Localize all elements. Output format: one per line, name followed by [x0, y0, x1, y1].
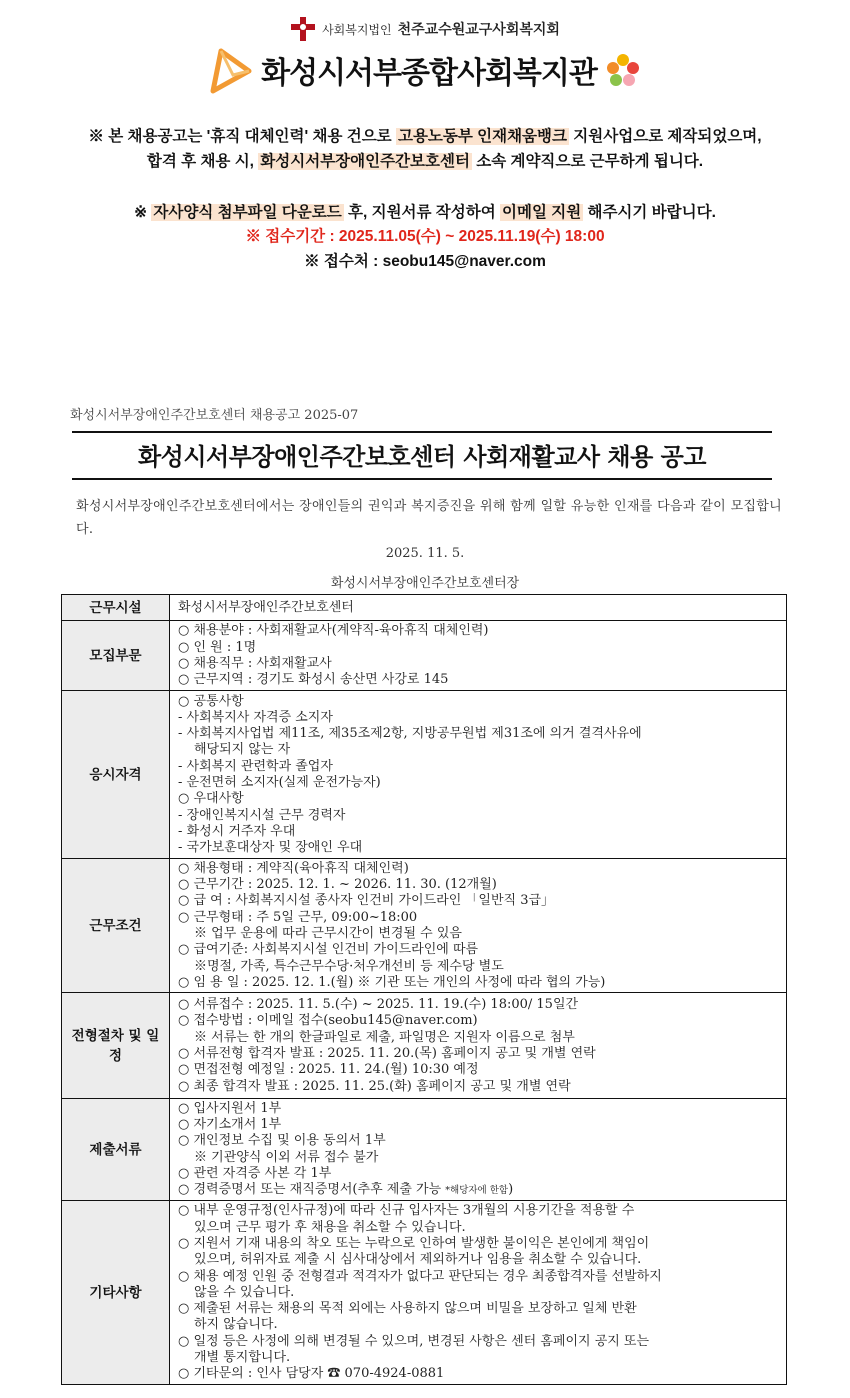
line-text: ○ 서류접수 : 2025. 11. 5.(수) ~ 2025. 11. 19.(수) 18:00/ 15일간: [178, 997, 579, 1013]
value-line: [178, 1252, 780, 1268]
line-text: 화성시서부장애인주간보호센터: [178, 599, 354, 615]
notice-line-3: [0, 200, 850, 222]
value-line: [178, 640, 780, 656]
line-text: - 사회복지사업법 제11조, 제35조제2항, 지방공무원법 제31조에 의거 결격사유에: [178, 726, 642, 742]
line-text: ○ 내부 운영규정(인사규정)에 따라 신규 입사자는 3개월의 시용기간을 적용할 수: [178, 1203, 635, 1219]
line-text: 않을 수 있습니다.: [194, 1284, 295, 1300]
value-line: [178, 656, 780, 672]
row-value: [170, 993, 787, 1099]
line-text: ○ 급 여 : 사회복지시설 종사자 인건비 가이드라인 「일반직 3급」: [178, 893, 555, 909]
value-line: [178, 824, 780, 840]
row-value: [170, 595, 787, 621]
value-line: [178, 893, 780, 909]
value-line: [178, 759, 780, 775]
line-text: ○ 서류전형 합격자 발표 : 2025. 11. 20.(목) 홈페이지 공고 및 개별 연락: [178, 1046, 596, 1061]
line-text: 있으며, 허위자료 제출 시 심사대상에서 제외하거나 임용을 취소할 수 있습니다.: [194, 1252, 642, 1268]
line-text: ○ 제출된 서류는 채용의 목적 외에는 사용하지 않으며 비밀을 보장하고 일체 반환: [178, 1301, 637, 1317]
value-line: [178, 1013, 780, 1029]
notice-line-2: [0, 149, 850, 171]
value-line: [178, 997, 780, 1013]
line-text: ○ 근무형태 : 주 5일 근무, 09:00~18:00: [178, 909, 418, 925]
value-line: [178, 1269, 780, 1285]
line-text: ○ 지원서 기재 내용의 착오 또는 누락으로 인하여 발생한 불이익은 본인에게 책임이: [178, 1235, 650, 1251]
value-line: [178, 623, 780, 639]
brand-name: 화성시서부종합사회복지관: [261, 56, 597, 91]
line-text: ○ 개인정보 수집 및 이용 동의서 1부: [178, 1133, 386, 1149]
line-text: ○ 공통사항: [178, 693, 244, 709]
doc-number: 화성시서부장애인주간보호센터 채용공고 2025-07: [70, 408, 359, 423]
line-text: 하지 않습니다.: [194, 1317, 278, 1333]
line-tail: ): [508, 1182, 514, 1198]
org-name: 천주교수원교구사회복지회: [397, 22, 560, 38]
value-line: [178, 808, 780, 824]
value-line: [178, 1317, 780, 1333]
value-line: [178, 726, 780, 742]
line-text: ○ 면접전형 예정일 : 2025. 11. 24.(월) 10:30 예정: [178, 1062, 479, 1078]
title-rule-bottom: [72, 478, 772, 480]
line-text: ○ 우대사항: [178, 791, 244, 807]
row-label: 근무조건: [62, 859, 170, 993]
value-line: [178, 742, 780, 758]
value-line: [178, 1150, 780, 1166]
value-line: [178, 1285, 780, 1301]
highlighted-text: 고용노동부 인재채움뱅크: [397, 128, 567, 145]
line-text: ○ 채용직무 : 사회재활교사: [178, 656, 332, 671]
value-line: [178, 1030, 780, 1046]
doc-title: 화성시서부장애인주간보호센터 사회재활교사 채용 공고: [138, 443, 706, 471]
brand-line: [0, 42, 850, 98]
value-line: [178, 926, 780, 942]
line-text: ○ 기타문의 : 인사 담당자 ☎ 070-4924-0881: [178, 1366, 445, 1382]
notice-line-1: [0, 124, 850, 146]
notice-text: 지원사업으로 제작되었으며,: [568, 128, 762, 145]
line-text: - 국가보훈대상자 및 장애인 우대: [178, 840, 363, 856]
value-line: [178, 1079, 780, 1095]
line-text: ○ 인 원 : 1명: [178, 639, 257, 655]
line-text: ※ 기관양식 이외 서류 접수 불가: [194, 1149, 379, 1165]
line-text: ○ 임 용 일 : 2025. 12. 1.(월) ※ 기관 또는 개인의 사정에 따라 협의 가능): [178, 974, 606, 990]
row-value: [170, 1099, 787, 1201]
value-line: [178, 959, 780, 975]
value-line: [178, 975, 780, 991]
value-line: [178, 1366, 780, 1382]
notice-text: 해주시기 바랍니다.: [583, 204, 716, 221]
value-line: [178, 1350, 780, 1366]
line-text: ○ 채용분야 : 사회재활교사(계약직-육아휴직 대체인력): [178, 623, 489, 639]
value-line: [178, 791, 780, 807]
title-rule-top: [72, 431, 772, 433]
row-value: [170, 691, 787, 859]
value-line: [178, 942, 780, 958]
value-line: [178, 1046, 780, 1062]
line-text: ○ 채용형태 : 계약직(육아휴직 대체인력): [178, 860, 409, 876]
info-table: [61, 594, 787, 1385]
brand-logo-icon: [209, 45, 253, 95]
application-period: ※ 접수기간 : 2025.11.05(수) ~ 2025.11.19(수) 18:00: [245, 228, 605, 245]
line-text: - 사회복지 관련학과 졸업자: [178, 758, 333, 774]
value-line: [178, 1101, 780, 1117]
flower-icon: [605, 52, 641, 88]
line-text: 개별 통지합니다.: [194, 1350, 291, 1366]
line-text: ○ 최종 합격자 발표 : 2025. 11. 25.(화) 홈페이지 공고 및 개별 연락: [178, 1078, 571, 1094]
row-value: [170, 1201, 787, 1385]
value-line: [178, 910, 780, 926]
value-line: [178, 840, 780, 856]
intro-text: 화성시서부장애인주간보호센터에서는 장애인들의 권익과 복지증진을 위해 함께 일할 유능한 인재를 다음과 같이 모집합니다.: [76, 499, 782, 537]
line-text: - 사회복지사 자격증 소지자: [178, 709, 333, 725]
value-line: [178, 1166, 780, 1182]
table-row: [62, 1201, 787, 1385]
line-text: - 화성시 거주자 우대: [178, 823, 296, 839]
line-text: ※명절, 가족, 특수근무수당·처우개선비 등 제수당 별도: [194, 958, 504, 974]
line-text: ○ 관련 자격증 사본 각 1부: [178, 1165, 332, 1181]
table-row: [62, 595, 787, 621]
notice-text: ※: [134, 204, 152, 221]
doc-issuer: 화성시서부장애인주간보호센터장: [330, 576, 520, 591]
notice-text: ※ 본 채용공고는 '휴직 대체인력' 채용 건으로: [88, 128, 396, 145]
value-line: [178, 1062, 780, 1078]
value-line: [178, 600, 780, 616]
line-text: ○ 접수방법 : 이메일 접수(seobu145@naver.com): [178, 1013, 478, 1029]
row-label: 제출서류: [62, 1099, 170, 1201]
org-prefix: 사회복지법인: [322, 22, 392, 37]
value-line: [178, 877, 780, 893]
value-line: [178, 694, 780, 710]
line-text: ○ 근무지역 : 경기도 화성시 송산면 사강로 145: [178, 672, 449, 688]
row-label: 모집부문: [62, 621, 170, 691]
table-row: [62, 859, 787, 993]
row-label: 응시자격: [62, 691, 170, 859]
line-text: ○ 입사지원서 1부: [178, 1100, 282, 1116]
value-line: [178, 1236, 780, 1252]
value-line: [178, 1117, 780, 1133]
value-line: [178, 1203, 780, 1219]
line-text: ※ 서류는 한 개의 한글파일로 제출, 파일명은 지원자 이름으로 첨부: [194, 1029, 575, 1045]
value-line: [178, 861, 780, 877]
row-label: 기타사항: [62, 1201, 170, 1385]
highlighted-text: 자사양식 첨부파일 다운로드: [153, 204, 342, 221]
notice-text: 후, 지원서류 작성하여: [343, 204, 500, 221]
line-text: - 운전면허 소지자(실제 운전가능자): [178, 775, 381, 790]
notice-text: 합격 후 채용 시,: [146, 153, 259, 170]
value-line: [178, 775, 780, 791]
highlighted-text: 화성시서부장애인주간보호센터: [260, 153, 470, 170]
line-text: ○ 급여기준: 사회복지시설 인건비 가이드라인에 따름: [178, 942, 479, 958]
value-line: [178, 1301, 780, 1317]
line-text: ○ 경력증명서 또는 재직증명서(추후 제출 가능: [178, 1182, 446, 1198]
line-text: 해당되지 않는 자: [194, 742, 291, 758]
value-line: [178, 1133, 780, 1149]
table-row: [62, 621, 787, 691]
org-line: [0, 16, 850, 42]
row-label: 전형절차 및 일정: [62, 993, 170, 1099]
line-text: ※ 업무 운용에 따라 근무시간이 변경될 수 있음: [194, 926, 462, 941]
doc-date: 2025. 11. 5.: [385, 546, 465, 561]
table-row: [62, 1099, 787, 1201]
line-text: ○ 자기소개서 1부: [178, 1116, 282, 1132]
table-row: [62, 691, 787, 859]
line-text: - 장애인복지시설 근무 경력자: [178, 807, 346, 823]
table-row: [62, 993, 787, 1099]
value-line: [178, 1220, 780, 1236]
footnote-text: *해당자에 한함: [445, 1185, 509, 1197]
cross-icon: [290, 16, 316, 42]
notice-text: 소속 계약직으로 근무하게 됩니다.: [471, 153, 704, 170]
row-value: [170, 621, 787, 691]
line-text: ○ 근무기간 : 2025. 12. 1. ~ 2026. 11. 30. (12개월): [178, 877, 497, 893]
value-line: [178, 710, 780, 726]
line-text: ○ 채용 예정 인원 중 전형결과 적격자가 없다고 판단되는 경우 최종합격자를 선발하지: [178, 1268, 662, 1284]
value-line: [178, 1182, 780, 1199]
line-text: ○ 일정 등은 사정에 의해 변경될 수 있으며, 변경된 사항은 센터 홈페이지 공지 또는: [178, 1333, 650, 1349]
value-line: [178, 672, 780, 688]
application-contact: ※ 접수처 : seobu145@naver.com: [304, 253, 546, 270]
line-text: 있으며 근무 평가 후 채용을 취소할 수 있습니다.: [194, 1219, 466, 1235]
highlighted-text: 이메일 지원: [502, 204, 582, 221]
row-label: 근무시설: [62, 595, 170, 621]
value-line: [178, 1334, 780, 1350]
row-value: [170, 859, 787, 993]
